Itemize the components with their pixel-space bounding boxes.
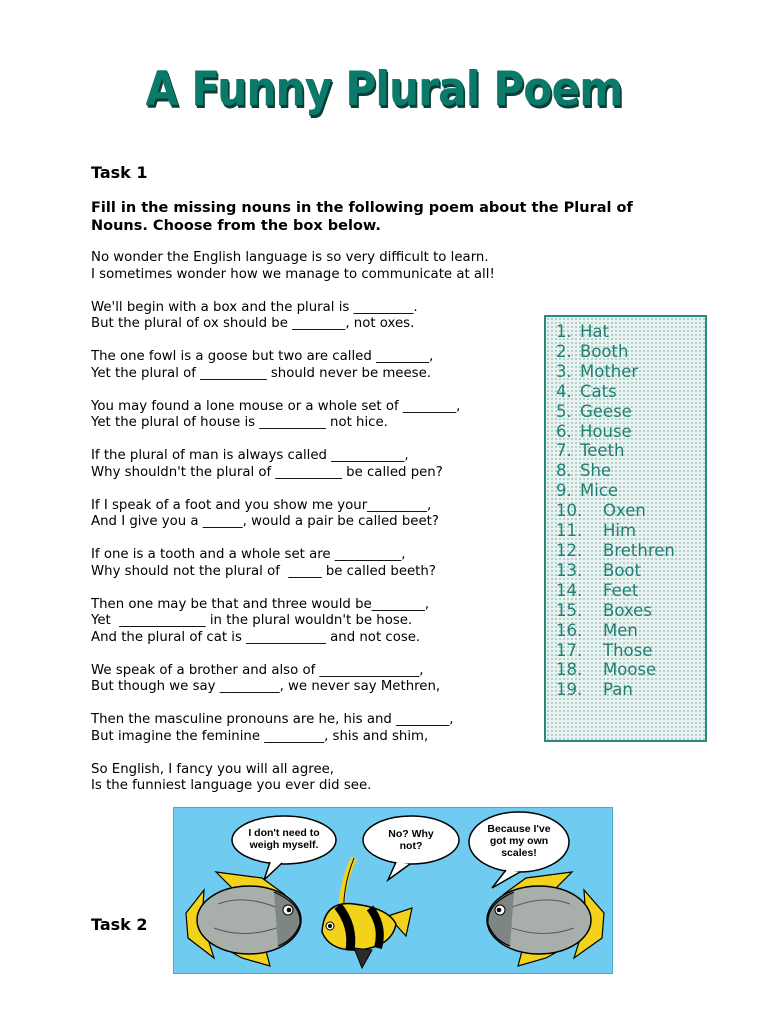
speech-bubble-2 xyxy=(363,816,459,880)
word-box-number: 3. xyxy=(556,361,572,381)
word-box-item xyxy=(556,441,705,461)
bubble-1-line-2: weigh myself. xyxy=(249,839,319,851)
word-box-number: 9. xyxy=(556,481,572,501)
word-box-number: 11. xyxy=(556,521,583,541)
word-box-word: Cats xyxy=(580,381,617,401)
word-box-item xyxy=(556,660,705,680)
word-box-word: Mother xyxy=(580,361,639,381)
word-box-word: House xyxy=(580,421,632,441)
word-box-word: Boot xyxy=(603,560,641,580)
word-box-number: 18. xyxy=(556,660,583,680)
poem-stanza xyxy=(91,762,531,795)
word-box xyxy=(544,315,707,742)
word-box-word: She xyxy=(580,461,612,481)
poem-line: So English, I fancy you will all agree, xyxy=(91,761,335,777)
speech-bubble-1 xyxy=(232,816,336,880)
word-box-word: Hat xyxy=(580,322,609,341)
word-box-word: Mice xyxy=(580,481,619,501)
bubble-2-line-1: No? Why xyxy=(388,828,434,840)
word-box-item xyxy=(556,481,705,501)
poem-line: Then the masculine pronouns are he, his and ________, xyxy=(91,712,454,727)
poem-line: If one is a tooth and a whole set are __________, xyxy=(91,547,406,562)
poem-line: No wonder the English language is so very difficult to learn. xyxy=(91,250,489,265)
poem-line: And I give you a ______, would a pair be called beet? xyxy=(91,514,439,529)
poem-line: If I speak of a foot and you show me your_________, xyxy=(91,497,432,513)
poem-stanza xyxy=(91,547,531,580)
poem-stanza xyxy=(91,349,531,382)
word-box-word: Brethren xyxy=(603,540,675,560)
word-box-item xyxy=(556,521,705,541)
word-box-item xyxy=(556,621,705,641)
bubble-3-line-1: Because I've xyxy=(487,823,551,835)
poem-stanza xyxy=(91,250,531,283)
word-box-item xyxy=(556,342,705,362)
task1-heading: Task 1 xyxy=(91,163,148,182)
poem-line: Then one may be that and three would be________, xyxy=(91,596,430,612)
word-box-word: Boxes xyxy=(603,600,652,620)
poem-line: Why should not the plural of _____ be called beeth? xyxy=(91,563,436,579)
poem-line: We speak of a brother and also of _______________, xyxy=(91,662,424,678)
poem-stanza xyxy=(91,300,531,333)
word-box-number: 2. xyxy=(556,341,572,361)
poem-line: You may found a lone mouse or a whole set of ________, xyxy=(91,398,461,414)
poem xyxy=(91,250,531,811)
word-box-word: Geese xyxy=(580,401,632,421)
word-box-item xyxy=(556,461,705,481)
word-box-word: Pan xyxy=(603,680,633,700)
task2-heading: Task 2 xyxy=(91,915,148,934)
word-box-item xyxy=(556,581,705,601)
task1-instructions: Fill in the missing nouns in the following poem about the Plural of Nouns. Choose from the box below. xyxy=(91,200,633,234)
poem-line: And the plural of cat is ____________ and not cose. xyxy=(91,629,421,645)
word-box-number: 10. xyxy=(556,501,583,521)
poem-line: Yet the plural of house is __________ not hice. xyxy=(91,415,388,430)
poem-line: I sometimes wonder how we manage to communicate at all! xyxy=(91,266,495,282)
word-box-number: 6. xyxy=(556,421,572,441)
word-box-item xyxy=(556,322,705,342)
poem-line: Why shouldn't the plural of __________ be called pen? xyxy=(91,464,443,480)
bubble-3-line-2: got my own xyxy=(489,835,549,847)
poem-line: But the plural of ox should be ________, not oxes. xyxy=(91,316,415,331)
word-box-number: 1. xyxy=(556,322,572,341)
poem-stanza xyxy=(91,597,531,647)
poem-stanza xyxy=(91,448,531,481)
word-box-word: Those xyxy=(603,640,653,660)
word-box-word: Booth xyxy=(580,341,629,361)
poem-line: Is the funniest language you ever did see. xyxy=(91,778,372,793)
word-box-word: Feet xyxy=(603,580,639,600)
word-box-number: 14. xyxy=(556,580,583,600)
poem-stanza xyxy=(91,399,531,432)
word-box-item xyxy=(556,680,705,700)
word-box-item xyxy=(556,561,705,581)
word-box-word: Him xyxy=(603,521,637,541)
poem-line: We'll begin with a box and the plural is _________. xyxy=(91,299,418,315)
poem-stanza xyxy=(91,663,531,696)
fish-left-icon xyxy=(186,872,301,966)
poem-line: Yet _____________ in the plural wouldn't be hose. xyxy=(91,613,413,628)
word-box-number: 13. xyxy=(556,560,583,580)
poem-line: The one fowl is a goose but two are called ________, xyxy=(91,349,434,364)
fish-right-icon xyxy=(487,872,604,966)
poem-line: But imagine the feminine _________, shis and shim, xyxy=(91,728,429,744)
bubble-1-line-1: I don't need to xyxy=(248,827,320,839)
word-box-item xyxy=(556,641,705,661)
poem-stanza xyxy=(91,712,531,745)
word-box-item xyxy=(556,501,705,521)
word-box-number: 19. xyxy=(556,680,583,700)
bubble-3-line-3: scales! xyxy=(501,847,537,859)
poem-stanza xyxy=(91,498,531,531)
word-box-item xyxy=(556,402,705,422)
bubble-2-line-2: not? xyxy=(399,840,423,852)
word-box-number: 17. xyxy=(556,640,583,660)
word-box-number: 15. xyxy=(556,600,583,620)
word-box-word: Oxen xyxy=(603,501,646,521)
poem-line: If the plural of man is always called ___________, xyxy=(91,448,409,463)
word-box-number: 8. xyxy=(556,461,572,481)
poem-line: But though we say _________, we never say Methren, xyxy=(91,679,441,694)
word-box-item xyxy=(556,382,705,402)
fish-middle-icon xyxy=(322,858,412,968)
word-box-number: 4. xyxy=(556,381,572,401)
word-box-number: 7. xyxy=(556,441,572,461)
poem-line: Yet the plural of __________ should never be meese. xyxy=(91,365,432,381)
word-box-word: Moose xyxy=(603,660,657,680)
word-box-number: 5. xyxy=(556,401,572,421)
word-box-word: Teeth xyxy=(580,441,625,461)
word-box-word: Men xyxy=(603,620,638,640)
word-box-number: 12. xyxy=(556,540,583,560)
page-title: A Funny Plural Poem xyxy=(145,62,623,117)
word-box-item xyxy=(556,601,705,621)
word-box-item xyxy=(556,541,705,561)
word-box-number: 16. xyxy=(556,620,583,640)
word-box-item xyxy=(556,422,705,442)
fish-cartoon xyxy=(173,807,613,974)
word-box-item xyxy=(556,362,705,382)
